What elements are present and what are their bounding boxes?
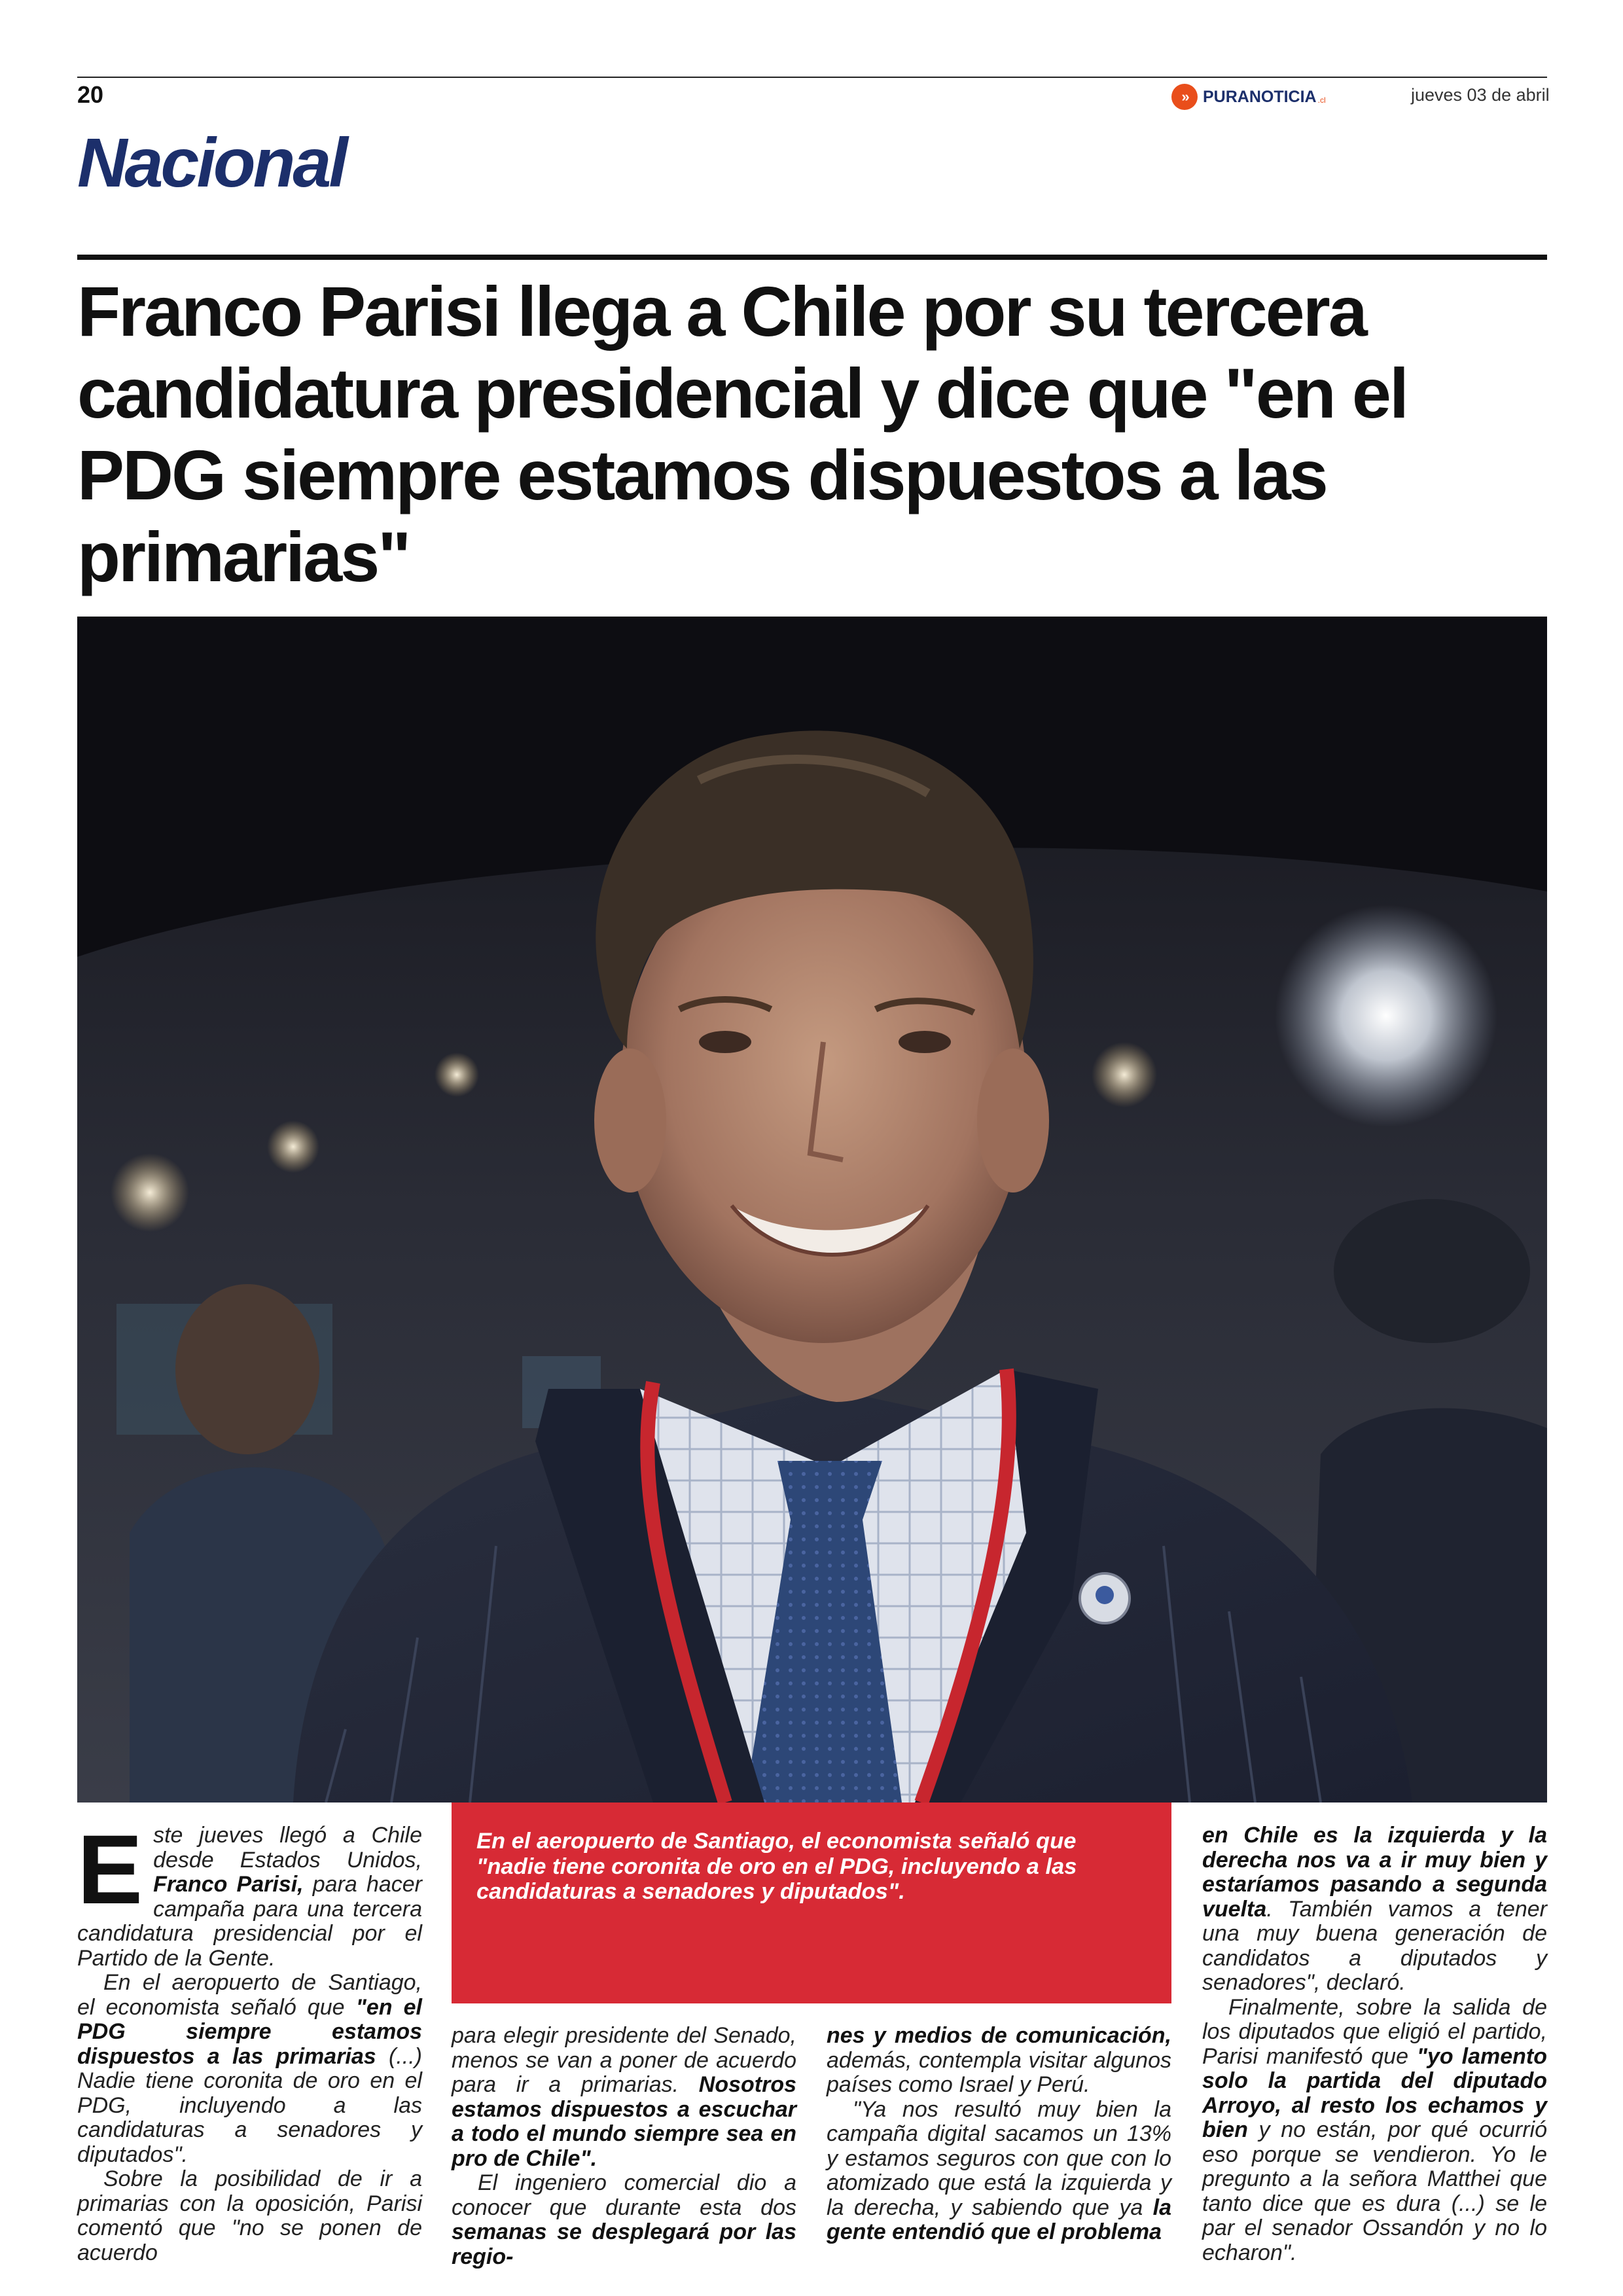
article-column-2 <box>452 2024 796 2269</box>
pull-quote-text: En el aeropuerto de Santiago, el economista señaló que "nadie tiene coronita de oro en el PDG, incluyendo a las candidaturas a senadores y diputados". <box>476 1829 1077 1904</box>
page-number: 20 <box>77 81 104 108</box>
col2-p1-bold: Nosotros estamos dispuestos a escuchar a todo el mundo siempre sea en pro de Chile". <box>452 2072 796 2171</box>
col1-p2-text: En el aeropuerto de Santiago, el economista señaló que <box>77 1970 422 2020</box>
col1-p1-bold: Franco Parisi, <box>153 1872 304 1897</box>
brand-tld: .cl <box>1317 96 1326 105</box>
col1-p1-text: ste jueves llegó a Chile desde Estados Unidos, <box>153 1823 422 1873</box>
col3-p2-text: "Ya nos resultó muy bien la campaña digital sacamos un 13% y estamos seguros con que con lo atomizado que está la izquierda y la derecha, y sabiendo que ya <box>827 2096 1171 2220</box>
col4-p2-bold: "yo lamento solo la partida del diputado Arroyo, al resto los echamos y bien <box>1202 2043 1547 2142</box>
brand-arrows-icon: » <box>1171 84 1198 110</box>
article-column-1 <box>77 1814 423 2265</box>
issue-date: jueves 03 de abril <box>1411 85 1550 105</box>
col1-p2-bold: "en el PDG siempre estamos dispuestos a las primarias <box>77 1994 422 2069</box>
section-title: Nacional <box>77 124 346 202</box>
col4-p1-bold: en Chile es la izquierda y la derecha nos va a ir muy bien y estaríamos pasando a segunda vuelta <box>1202 1823 1547 1922</box>
drop-cap: E <box>77 1814 143 1924</box>
brand-name: PURANOTICIA <box>1203 87 1317 106</box>
col3-p2-bold: la gente entendió que el problema <box>827 2195 1171 2244</box>
col2-p2-bold: semanas se desplegará por las regio- <box>452 2219 796 2269</box>
col2-p1-text: para elegir presidente del Senado, menos se van a poner de acuerdo para ir a primarias. <box>452 2023 796 2097</box>
article-column-4 <box>1202 1823 1547 2265</box>
pull-quote-box <box>452 1803 1171 2003</box>
col4-p2-text: Finalmente, sobre la salida de los diputados que eligió el partido, Parisi manifestó que <box>1202 1994 1547 2069</box>
col1-p2-rest: (...) Nadie tiene coronita de oro en el PDG, incluyendo a las candidaturas a senadores y diputados". <box>77 2043 423 2167</box>
header-rule <box>77 77 1547 78</box>
headline-rule <box>77 255 1547 260</box>
brand-logo[interactable] <box>1171 84 1326 110</box>
col1-p1-rest: para hacer campaña para una tercera candidatura presidencial por el Partido de la Gente. <box>77 1872 422 1971</box>
col2-p2-text: El ingeniero comercial dio a conocer que durante esta dos <box>452 2170 796 2220</box>
article-headline: Franco Parisi llega a Chile por su tercera candidatura presidencial y dice que "en el PDG siempre estamos dispuestos a las primarias" <box>77 272 1407 596</box>
col4-p1-text: . También vamos a tener una muy buena generación de candidatos a diputados y senadores", declaró. <box>1202 1896 1547 1995</box>
article-photo <box>77 617 1547 1803</box>
article-column-3 <box>827 2024 1171 2245</box>
col3-p1-text: además, contempla visitar algunos países como Israel y Perú. <box>827 2047 1171 2097</box>
col4-p2-rest: y no están, por qué ocurrió eso porque se vendieron. Yo le pregunto a la señora Matthei que tanto dice que es dura (...) se le par el senador Ossandón y no lo echaron". <box>1202 2117 1547 2265</box>
col1-p3: Sobre la posibilidad de ir a primarias con la oposición, Parisi comentó que "no se ponen de acuerdo <box>77 2166 422 2265</box>
col3-p1-bold: nes y medios de comunicación, <box>827 2023 1171 2048</box>
